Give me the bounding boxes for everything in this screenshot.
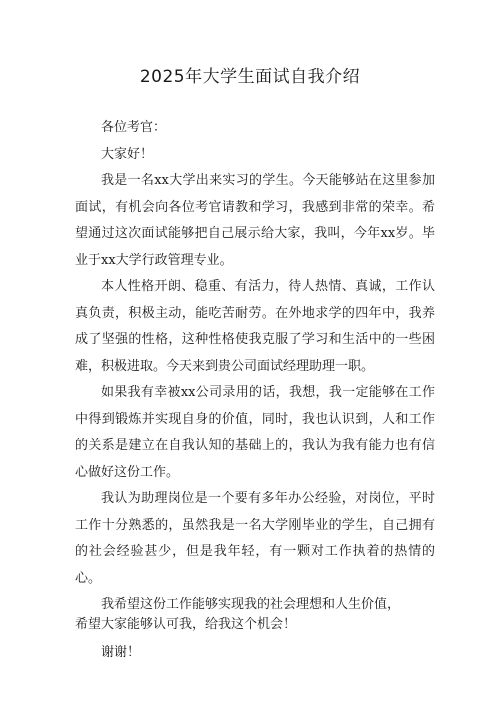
closing-block bbox=[75, 592, 435, 640]
closing-line-2: 希望大家能够认可我，给我这个机会！ bbox=[75, 617, 297, 632]
greeting: 大家好！ bbox=[101, 146, 154, 162]
salutation: 各位考官： bbox=[101, 120, 167, 135]
closing-line-1: 我希望这份工作能够实现我的社会理想和人生价值， bbox=[101, 597, 401, 612]
document-body bbox=[75, 115, 435, 667]
paragraph-employment-hope: 如果我有幸被xx公司录用的话，我想，我一定能够在工作中得到锻炼并实现自身的价值，同时，我也认识到，人和工作的关系是建立在自我认知的基础上的，我认为我有能力也有信心做好这份工作。 bbox=[75, 385, 435, 480]
paragraph-assistant-role: 我认为助理岗位是一个要有多年办公经验，对岗位，平时工作十分熟悉的，虽然我是一名大学刚毕业的学生，自己拥有的社会经验甚少，但是我年轻，有一颗对工作执着的热情的心。 bbox=[75, 491, 435, 586]
paragraph-introduction: 我是一名xx大学出来实习的学生。今天能够站在这里参加面试，有机会向各位考官请教和学习，我感到非常的荣幸。希望通过这次面试能够把自己展示给大家，我叫，今年xx岁。毕业于xx大学行政管理专业。 bbox=[75, 173, 435, 268]
thanks: 谢谢！ bbox=[101, 645, 141, 660]
document-title: 2025年大学生面试自我介绍 bbox=[139, 67, 361, 87]
paragraph-personality: 本人性格开朗、稳重、有活力，待人热情、真诚，工作认真负责，积极主动，能吃苦耐劳。在外地求学的四年中，我养成了坚强的性格，这种性格使我克服了学习和生活中的一些困难，积极进取。今天来到贵公司面试经理助理一职。 bbox=[75, 279, 435, 374]
